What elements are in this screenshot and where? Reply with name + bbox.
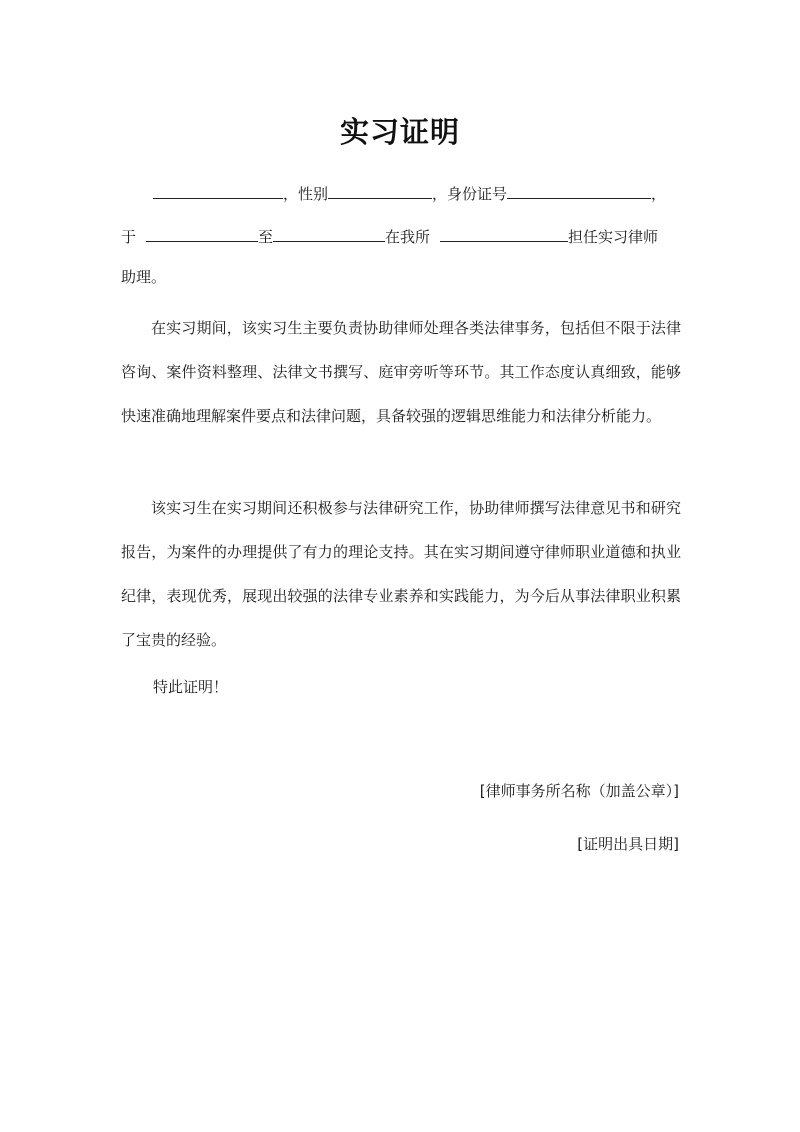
firm-blank [440,226,568,242]
trailing-comma: ， [651,185,667,203]
from-label: 于 [121,228,137,246]
at-label: 在我所 [385,228,431,246]
to-label: 至 [258,228,274,246]
page-title: 实习证明 [339,115,460,149]
body-paragraph-2-block [121,486,681,662]
intro-line-1 [153,183,666,204]
body-paragraph-1-block [121,306,681,438]
firm-seal-placeholder: [律师事务所名称（加盖公章）] [479,782,679,800]
intro-line-3: 助理。 [121,268,167,286]
id-number-blank [507,183,651,199]
gender-blank [328,183,432,199]
issue-date-placeholder: [证明出具日期] [577,835,679,853]
start-date-blank [146,226,258,242]
body-paragraph: 在实习期间，该实习生主要负责协助律师处理各类法律事务，包括但不限于法律咨询、案件资料整理、法律文书撰写、庭审旁听等环节。其工作态度认真细致，能够快速准确地理解案件要点和法律问题，具备较强的逻辑思维能力和法律分析能力。 [121,319,681,425]
body-paragraph: 该实习生在实习期间还积极参与法律研究工作，协助律师撰写法律意见书和研究报告，为案件的办理提供了有力的理论支持。其在实习期间遵守律师职业道德和执业纪律，表现优秀，展现出较强的法律专业素养和实践能力，为今后从事法律职业积累了宝贵的经验。 [121,499,681,649]
closing-statement: 特此证明！ [153,678,229,696]
gender-label: ，性别 [283,185,329,203]
intro-line-2 [121,226,658,247]
name-blank [153,183,283,199]
id-label: ，身份证号 [432,185,508,203]
role-label: 担任实习律师 [568,228,659,246]
end-date-blank [273,226,385,242]
